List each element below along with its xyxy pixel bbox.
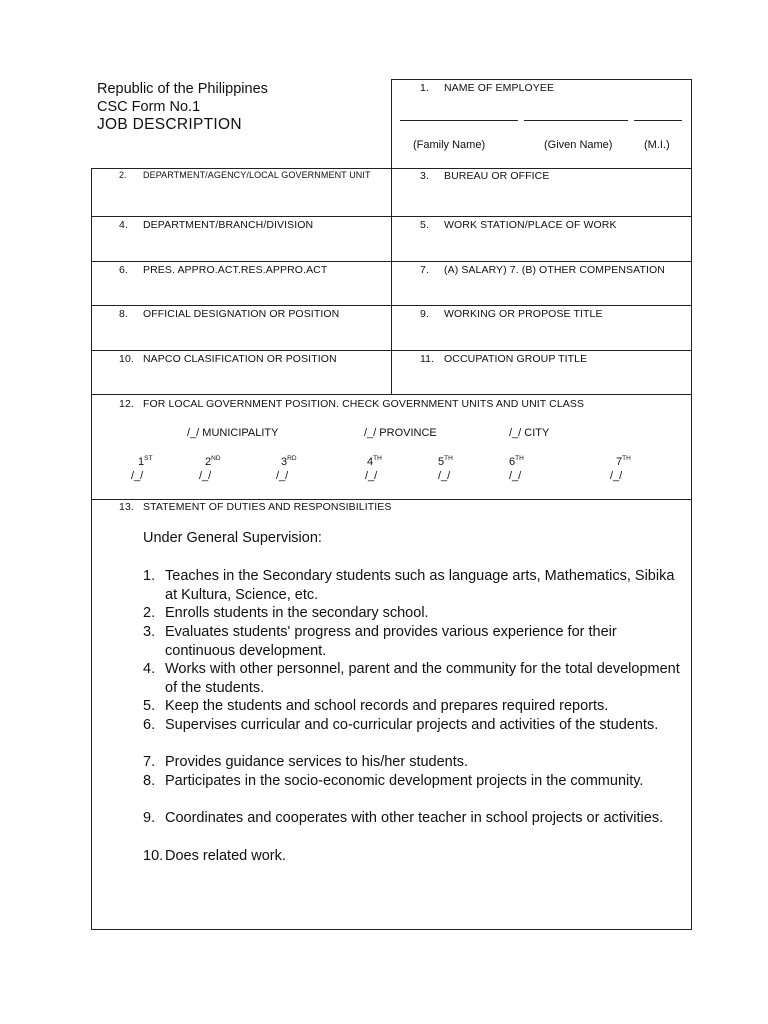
- field-7-label: 7. (A) SALARY) 7. (B) OTHER COMPENSATION: [420, 264, 665, 276]
- row-divider: [91, 261, 692, 262]
- field-5-label: 5. WORK STATION/PLACE OF WORK: [420, 219, 617, 231]
- city-checkbox[interactable]: /_/ CITY: [509, 427, 550, 439]
- field-8-label: 8. OFFICIAL DESIGNATION OR POSITION: [119, 308, 340, 320]
- class-1-checkbox[interactable]: /_/: [131, 470, 144, 482]
- class-4-checkbox[interactable]: /_/: [365, 470, 378, 482]
- field-12-label: 12. FOR LOCAL GOVERNMENT POSITION. CHECK GOVERNMENT UNITS AND UNIT CLASS: [119, 398, 585, 410]
- field-2-label: 2. DEPARTMENT/AGENCY/LOCAL GOVERNMENT UNIT: [119, 170, 371, 180]
- field-6-label: 6. PRES. APPRO.ACT.RES.APPRO.ACT: [119, 264, 328, 276]
- class-1-label: 1ST: [138, 455, 153, 468]
- field-9-label: 9. WORKING OR PROPOSE TITLE: [420, 308, 603, 320]
- municipality-checkbox[interactable]: /_/ MUNICIPALITY: [187, 427, 279, 439]
- row-divider: [91, 216, 692, 217]
- class-3-label: 3RD: [281, 455, 297, 468]
- province-checkbox[interactable]: /_/ PROVINCE: [364, 427, 437, 439]
- class-5-checkbox[interactable]: /_/: [438, 470, 451, 482]
- given-name-line[interactable]: [524, 120, 628, 121]
- class-7-checkbox[interactable]: /_/: [610, 470, 623, 482]
- given-name-caption: (Given Name): [544, 139, 613, 151]
- field-11-label: 11. OCCUPATION GROUP TITLE: [420, 353, 588, 365]
- family-name-caption: (Family Name): [413, 139, 486, 151]
- row-divider: [91, 499, 692, 500]
- middle-initial-line[interactable]: [634, 120, 682, 121]
- class-3-checkbox[interactable]: /_/: [276, 470, 289, 482]
- form-title: JOB DESCRIPTION: [97, 116, 242, 133]
- field-1-label: 1. NAME OF EMPLOYEE: [420, 82, 555, 94]
- field-4-label: 4. DEPARTMENT/BRANCH/DIVISION: [119, 219, 314, 231]
- row-divider: [91, 394, 692, 395]
- mi-caption: (M.I.): [644, 139, 670, 151]
- field-3-label: 3. BUREAU OR OFFICE: [420, 170, 550, 182]
- class-5-label: 5TH: [438, 455, 453, 468]
- class-6-label: 6TH: [509, 455, 524, 468]
- republic-heading: Republic of the Philippines: [97, 81, 268, 97]
- class-4-label: 4TH: [367, 455, 382, 468]
- class-2-checkbox[interactable]: /_/: [199, 470, 212, 482]
- class-2-label: 2ND: [205, 455, 221, 468]
- field-13-label: 13. STATEMENT OF DUTIES AND RESPONSIBILITIES: [119, 501, 392, 513]
- row-divider: [91, 350, 692, 351]
- class-6-checkbox[interactable]: /_/: [509, 470, 522, 482]
- row-divider: [91, 305, 692, 306]
- form-number: CSC Form No.1: [97, 99, 201, 115]
- class-7-label: 7TH: [616, 455, 631, 468]
- column-divider: [391, 168, 392, 395]
- duties-intro: Under General Supervision:: [143, 530, 322, 546]
- field-10-label: 10. NAPCO CLASIFICATION OR POSITION: [119, 353, 337, 365]
- family-name-line[interactable]: [400, 120, 518, 121]
